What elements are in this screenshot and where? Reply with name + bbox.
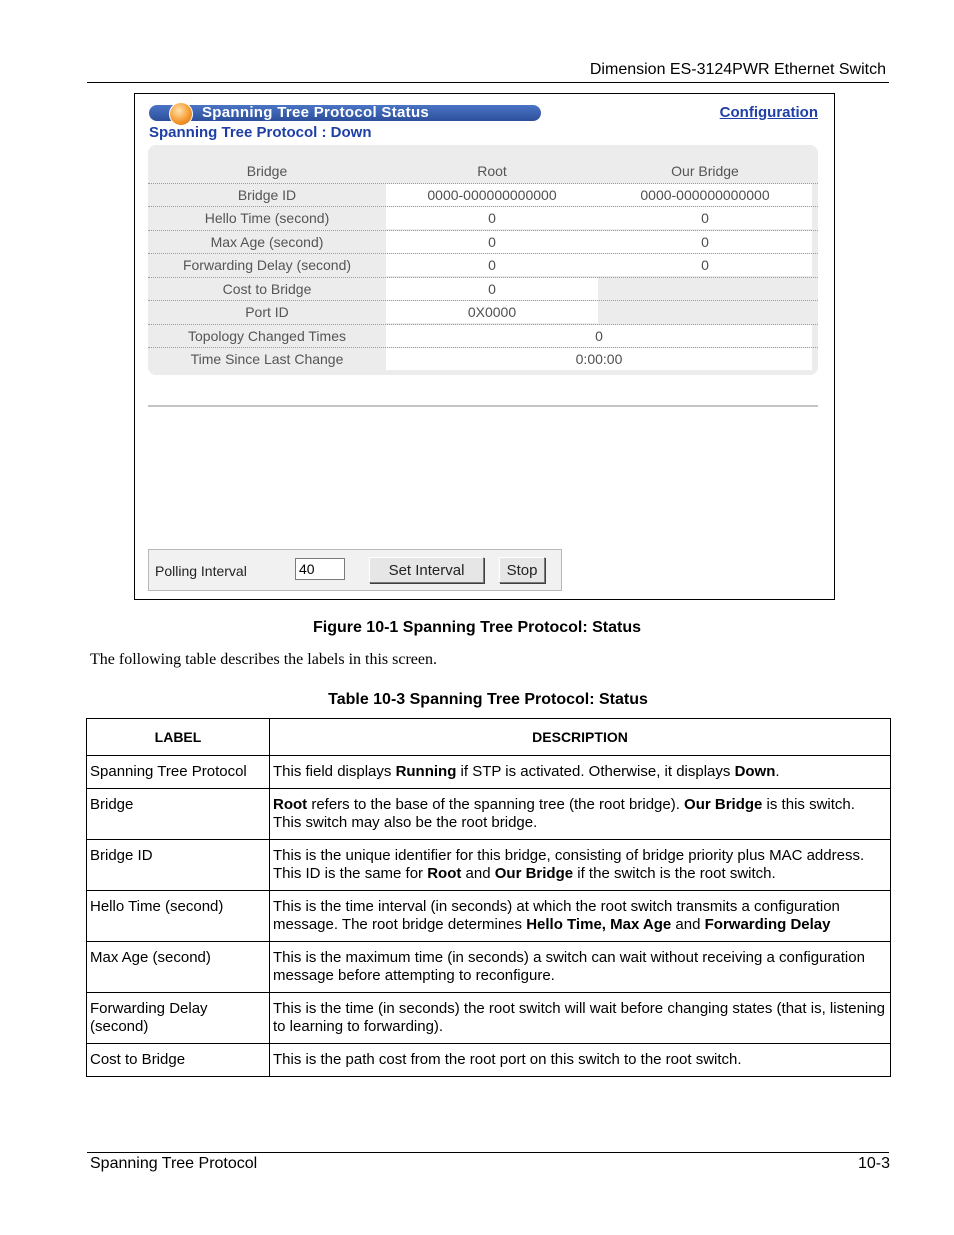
intro-text: The following table describes the labels in this screen. <box>90 651 438 668</box>
root-value: 0 <box>386 231 598 253</box>
screen-title: Spanning Tree Protocol Status <box>202 104 430 121</box>
our-bridge-value: 0 <box>598 254 812 276</box>
footer-section-title: Spanning Tree Protocol <box>90 1155 258 1172</box>
configuration-link[interactable]: Configuration <box>719 104 818 121</box>
table-row <box>87 789 891 840</box>
col-header-bridge: Bridge <box>246 163 288 179</box>
row-label: Hello Time (second) <box>87 891 270 942</box>
header-rule <box>87 82 889 83</box>
row-description <box>270 840 891 891</box>
text-segment: This is the unique identifier for this bridge, consisting of bridge priority plus MAC address. This ID is the same for <box>273 847 865 882</box>
status-panel <box>148 145 818 375</box>
screenshot-frame <box>134 93 835 600</box>
row-description <box>270 993 891 1044</box>
bold-term: Forwarding Delay <box>704 916 831 933</box>
stop-button[interactable]: Stop <box>499 557 545 583</box>
bold-term: Hello Time, Max Age <box>526 916 672 933</box>
row-description <box>270 891 891 942</box>
page-number: 10-3 <box>857 1155 890 1172</box>
text-segment: and <box>671 916 705 933</box>
text-segment: This is the path cost from the root port on this switch to the root switch. <box>273 1051 742 1068</box>
table-caption: Table 10-3 Spanning Tree Protocol: Status <box>328 691 648 708</box>
status-row-max-age <box>148 231 818 255</box>
figure-caption: Figure 10-1 Spanning Tree Protocol: Status <box>312 619 642 636</box>
text-segment: refers to the base of the spanning tree (the root bridge). <box>307 796 685 813</box>
status-row-forwarding-delay <box>148 254 818 278</box>
row-label: Bridge ID <box>237 186 297 203</box>
text-segment: This is the time (in seconds) the root switch will wait before changing states (that is, listening to learning to forwarding). <box>273 1000 885 1035</box>
status-row-cost-to-bridge <box>148 278 818 302</box>
table-row <box>87 891 891 942</box>
status-row-port-id <box>148 301 818 325</box>
row-label: Bridge <box>87 789 270 840</box>
text-segment: and <box>461 865 495 882</box>
text-segment: if STP is activated. Otherwise, it displays <box>456 763 735 780</box>
description-column-header: DESCRIPTION <box>270 719 891 756</box>
text-segment: This is the maximum time (in seconds) a switch can wait without receiving a configuration message before attempting to reconfigure. <box>273 949 865 984</box>
bold-term: Running <box>395 763 457 780</box>
text-segment: is this switch. This switch may also be the root bridge. <box>273 796 855 831</box>
our-bridge-value: 0 <box>598 231 812 253</box>
table-row <box>87 840 891 891</box>
polling-panel <box>148 549 562 591</box>
title-bar <box>149 105 541 121</box>
bold-term: Our Bridge <box>494 865 574 882</box>
table-body <box>87 756 891 1077</box>
root-value: 0 <box>386 278 598 300</box>
row-description <box>270 756 891 789</box>
text-segment: This field displays <box>273 763 396 780</box>
polling-interval-label: Polling Interval <box>155 563 247 579</box>
row-label: Bridge ID <box>87 840 270 891</box>
col-header-root: Root <box>477 163 507 179</box>
orb-icon <box>169 102 193 126</box>
root-value: 0 <box>386 254 598 276</box>
polling-interval-input[interactable] <box>295 558 345 580</box>
status-grid <box>148 160 818 371</box>
section-divider <box>148 405 818 407</box>
status-header-row <box>148 160 818 184</box>
row-description <box>270 1044 891 1077</box>
row-label: Hello Time (second) <box>204 210 330 226</box>
table-row <box>87 942 891 993</box>
bold-term: Root <box>427 865 462 882</box>
bold-term: Our Bridge <box>684 796 763 813</box>
bold-term: Down <box>734 763 776 780</box>
row-label: Forwarding Delay (second) <box>87 993 270 1044</box>
label-column-header: LABEL <box>87 719 270 756</box>
description-table <box>86 718 891 1077</box>
text-segment: . <box>775 763 780 780</box>
span-value: 0:00:00 <box>386 348 812 370</box>
root-value: 0 <box>386 207 598 229</box>
footer-rule <box>87 1152 889 1153</box>
root-value: 0000-000000000000 <box>386 184 598 206</box>
row-label: Spanning Tree Protocol <box>87 756 270 789</box>
row-description <box>270 942 891 993</box>
bold-term: Root <box>273 796 308 813</box>
row-label: Port ID <box>245 304 289 320</box>
our-bridge-value: 0000-000000000000 <box>598 184 812 206</box>
text-segment: if the switch is the root switch. <box>573 865 776 882</box>
row-label: Max Age (second) <box>210 233 324 250</box>
root-value: 0X0000 <box>386 301 598 323</box>
status-row-hello-time <box>148 207 818 231</box>
text-segment: This is the time interval (in seconds) at which the root switch transmits a configuration message. The root bridge determines <box>273 898 840 933</box>
row-label: Max Age (second) <box>87 942 270 993</box>
status-row-topology-changed <box>148 325 818 349</box>
row-label: Cost to Bridge <box>222 280 312 297</box>
status-row-time-since-change <box>148 348 818 371</box>
running-header: Dimension ES-3124PWR Ethernet Switch <box>589 61 886 78</box>
status-row-bridge-id <box>148 184 818 208</box>
table-row <box>87 756 891 789</box>
col-header-our-bridge: Our Bridge <box>671 163 739 179</box>
row-description <box>270 789 891 840</box>
set-interval-button[interactable]: Set Interval <box>369 557 484 583</box>
row-label: Time Since Last Change <box>190 351 344 367</box>
protocol-state: Spanning Tree Protocol : Down <box>149 124 372 141</box>
table-header-row <box>87 719 891 756</box>
row-label: Forwarding Delay (second) <box>182 257 352 273</box>
span-value: 0 <box>386 325 812 347</box>
table-row <box>87 1044 891 1077</box>
row-label: Topology Changed Times <box>188 327 346 344</box>
row-label: Cost to Bridge <box>87 1044 270 1077</box>
our-bridge-value: 0 <box>598 207 812 229</box>
table-row <box>87 993 891 1044</box>
